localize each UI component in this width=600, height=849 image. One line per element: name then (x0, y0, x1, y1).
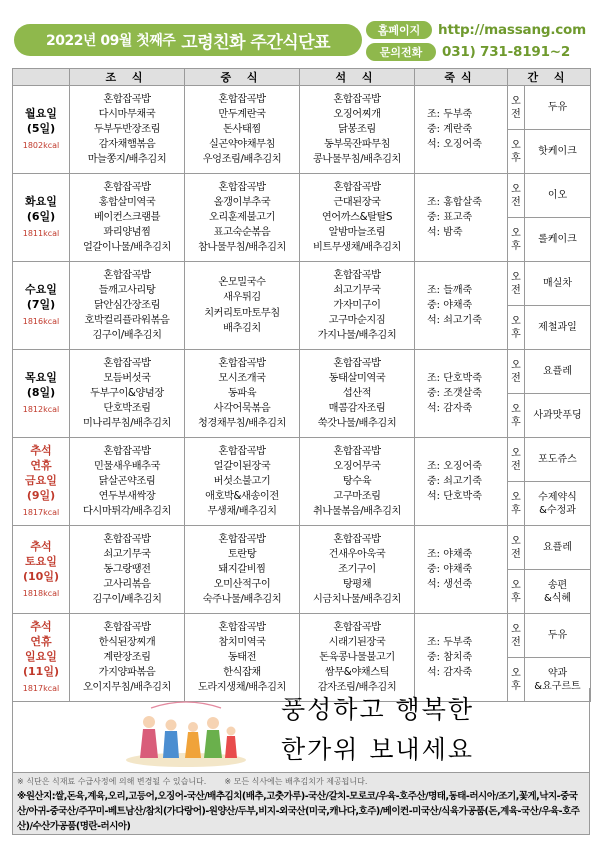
menu-item: 탕평채 (342, 579, 372, 591)
menu-item: 계란장조림 (103, 651, 151, 663)
porridge-item: 조: 들깨죽 (427, 285, 473, 296)
breakfast-menu (70, 86, 185, 174)
chuseok-family-illustration (121, 698, 251, 768)
homepage-link[interactable]: http://massang.com (438, 22, 586, 38)
menu-item: 동태전 (227, 651, 257, 663)
afternoon-slot-label: 오 후 (508, 306, 525, 350)
porridge-item: 중: 쇠고기죽 (427, 476, 482, 487)
morning-snack: 두유 (525, 614, 591, 658)
menu-item: 토란탕 (227, 548, 257, 560)
day-label-line: 금요일 (25, 474, 57, 487)
menu-item: 쇠고기무국 (103, 548, 151, 560)
weekly-menu-table (12, 68, 591, 702)
menu-item: 혼합잡곡밥 (333, 357, 381, 369)
calorie-value: 1812kcal (22, 405, 60, 414)
morning-snack: 포도쥬스 (525, 438, 591, 482)
breakfast-header: 조 식 (70, 69, 185, 86)
porridge-menu (415, 262, 508, 350)
menu-item: 민물새우배추국 (93, 460, 161, 472)
menu-item: 취나물볶음/배추김치 (312, 506, 401, 518)
lunch-menu (185, 438, 300, 526)
lunch-menu (185, 86, 300, 174)
homepage-label: 홈페이지 (366, 21, 432, 39)
day-label-line: (10일) (23, 569, 59, 583)
dinner-menu (300, 526, 415, 614)
menu-item: 다시마튀각/배추김치 (82, 506, 171, 518)
day-row (13, 526, 591, 570)
afternoon-snack: 약과 &요구르트 (525, 658, 591, 702)
dinner-menu (300, 262, 415, 350)
day-row (13, 438, 591, 482)
afternoon-slot-label: 오 후 (508, 570, 525, 614)
porridge-item: 석: 감자죽 (427, 403, 473, 414)
menu-item: 오미산적구이 (213, 579, 271, 591)
menu-item: 두부구이&양념장 (90, 387, 164, 399)
menu-item: 무생채/배추김치 (207, 506, 277, 518)
porridge-menu (415, 174, 508, 262)
menu-item: 사각어묵볶음 (213, 403, 271, 415)
calorie-value: 1818kcal (22, 588, 60, 598)
menu-item: 홍합살미역국 (98, 196, 156, 208)
menu-item: 호박컬리플라워볶음 (84, 315, 170, 327)
calorie-value: 1817kcal (22, 684, 60, 693)
morning-snack: 두유 (525, 86, 591, 130)
day-label-line: (8일) (26, 386, 56, 399)
table-header-row (13, 69, 591, 86)
menu-item: 돈사태찜 (223, 123, 261, 135)
menu-item: 비트무생채/배추김치 (312, 242, 401, 254)
porridge-item: 석: 단호박죽 (427, 491, 482, 502)
afternoon-slot-label: 오 후 (508, 658, 525, 702)
snack-header: 간 식 (508, 69, 591, 86)
porridge-item: 중: 야채죽 (427, 564, 473, 575)
menu-item: 혼합잡곡밥 (218, 445, 266, 457)
menu-item: 가자미구이 (333, 299, 381, 311)
day-label-line: 화요일 (25, 195, 57, 208)
dinner-menu (300, 350, 415, 438)
day-label-line: 월요일 (25, 107, 57, 120)
morning-snack: 이오 (525, 174, 591, 218)
menu-item: 김구이/배추김치 (92, 594, 162, 606)
menu-item: 김구이/배추김치 (92, 330, 162, 342)
menu-body (13, 86, 591, 702)
menu-item: 오징어무국 (333, 460, 381, 472)
day-label (13, 350, 70, 438)
menu-item: 표고숙순볶음 (213, 227, 271, 239)
porridge-item: 조: 홍합살죽 (427, 197, 482, 208)
menu-item: 연어까스&탈탈S (321, 211, 393, 223)
menu-item: 동파육 (227, 387, 257, 399)
day-row (13, 262, 591, 306)
menu-item: 쑥갓나물/배추김치 (317, 418, 397, 430)
day-label (13, 526, 70, 614)
morning-slot-label: 오 전 (508, 262, 525, 306)
menu-item: 혼합잡곡밥 (333, 269, 381, 281)
menu-item: 버섯소불고기 (213, 475, 271, 487)
calorie-value: 1802kcal (22, 141, 60, 150)
menu-item: 혼합잡곡밥 (333, 533, 381, 545)
afternoon-snack: 송편 &식혜 (525, 570, 591, 614)
porridge-item: 조: 두부죽 (427, 637, 473, 648)
menu-item: 혼합잡곡밥 (333, 621, 381, 633)
day-label (13, 174, 70, 262)
afternoon-snack: 롤케이크 (525, 218, 591, 262)
morning-slot-label: 오 전 (508, 86, 525, 130)
day-label-line: 추석 (30, 620, 52, 633)
morning-slot-label: 오 전 (508, 614, 525, 658)
phone-number: 031) 731-8191~2 (442, 44, 571, 60)
menu-item: 시래기된장국 (328, 636, 386, 648)
porridge-item: 조: 두부죽 (427, 109, 473, 120)
menu-item: 혼합잡곡밥 (103, 621, 151, 633)
day-label-line: 일요일 (25, 650, 57, 663)
phone-label: 문의전화 (366, 43, 436, 61)
menu-item: 근대된장국 (333, 196, 381, 208)
menu-item: 참나물무침/배추김치 (197, 242, 286, 254)
menu-item: 혼합잡곡밥 (218, 533, 266, 545)
afternoon-slot-label: 오 후 (508, 482, 525, 526)
menu-item: 건새우아욱국 (328, 548, 386, 560)
porridge-item: 중: 조갯살죽 (427, 388, 482, 399)
breakfast-menu (70, 526, 185, 614)
porridge-item: 석: 감자죽 (427, 667, 473, 678)
day-label-line: 토요일 (25, 554, 57, 568)
menu-item: 닭안심간장조림 (93, 299, 161, 311)
calorie-value: 1817kcal (22, 508, 60, 517)
afternoon-snack: 수제약식 &수정과 (525, 482, 591, 526)
menu-item: 들깨고사리탕 (98, 284, 156, 296)
menu-item: 가지양파볶음 (98, 667, 156, 679)
menu-item: 한식잡채 (223, 667, 261, 679)
day-label-line: (7일) (26, 298, 56, 311)
breakfast-menu (70, 438, 185, 526)
porridge-item: 석: 생선죽 (427, 579, 473, 590)
day-label-line: 수요일 (25, 283, 57, 296)
afternoon-snack: 핫케이크 (525, 130, 591, 174)
day-label-line: (6일) (26, 210, 56, 223)
menu-item: 두부두반장조림 (93, 123, 161, 135)
menu-item: 혼합잡곡밥 (103, 357, 151, 369)
dinner-menu (300, 438, 415, 526)
kimchi-note: ※ 모든 식사에는 배추김치가 제공됩니다. (224, 777, 368, 786)
morning-snack: 요플레 (525, 526, 591, 570)
day-label-line: 연휴 (30, 459, 52, 472)
menu-item: 혼합잡곡밥 (103, 269, 151, 281)
menu-item: 올갱이부추국 (213, 196, 271, 208)
morning-slot-label: 오 전 (508, 174, 525, 218)
menu-item: 혼합잡곡밥 (333, 445, 381, 457)
menu-item: 오징어찌개 (333, 108, 381, 120)
menu-item: 혼합잡곡밥 (218, 181, 266, 193)
greeting-line-2: 한가위 보내세요 (281, 735, 474, 764)
morning-slot-label: 오 전 (508, 438, 525, 482)
menu-item: 가지나물/배추김치 (317, 330, 397, 342)
menu-item: 연두부새싹장 (98, 491, 156, 503)
corner-header (13, 69, 70, 86)
porridge-item: 조: 야채죽 (427, 549, 473, 560)
menu-item: 동그랑땡전 (103, 563, 151, 575)
menu-item: 시금치나물/배추김치 (312, 594, 401, 606)
menu-item: 치커리토마토무침 (204, 307, 280, 319)
menu-item: 숙주나물/배추김치 (202, 594, 282, 606)
menu-item: 콩나물무침/배추김치 (312, 154, 401, 166)
menu-item: 얼갈이나물/배추김치 (82, 242, 171, 254)
dinner-menu (300, 86, 415, 174)
menu-item: 매콤감자조림 (328, 403, 386, 415)
menu-item: 청경채무침/배추김치 (197, 418, 286, 430)
contact-info (366, 20, 586, 64)
porridge-item: 중: 표고죽 (427, 212, 473, 223)
menu-item: 고구마순지짐 (328, 315, 386, 327)
phone-row (366, 42, 586, 62)
afternoon-slot-label: 오 후 (508, 218, 525, 262)
menu-item: 혼합잡곡밥 (103, 445, 151, 457)
menu-item: 동태살미역국 (328, 372, 386, 384)
morning-snack: 매실차 (525, 262, 591, 306)
day-label (13, 262, 70, 350)
menu-item: 만두계란국 (218, 108, 266, 120)
day-row (13, 350, 591, 394)
day-label-line: 연휴 (30, 635, 52, 648)
menu-item: 고구마조림 (333, 491, 381, 503)
porridge-item: 석: 오징어죽 (427, 139, 482, 150)
menu-item: 닭살곤약조림 (98, 475, 156, 487)
menu-item: 혼합잡곡밥 (333, 181, 381, 193)
chuseok-banner (12, 688, 590, 773)
menu-item: 감자조림/배추김치 (317, 682, 397, 694)
menu-item: 조기구이 (338, 563, 376, 575)
menu-item: 혼합잡곡밥 (103, 93, 151, 105)
menu-item: 얼갈이된장국 (213, 460, 271, 472)
lunch-menu (185, 262, 300, 350)
breakfast-menu (70, 174, 185, 262)
menu-item: 쌈무&야채스틱 (324, 667, 390, 679)
morning-snack: 요플레 (525, 350, 591, 394)
footer-notes (12, 773, 590, 835)
menu-item: 혼합잡곡밥 (103, 181, 151, 193)
menu-item: 돈육콩나물불고기 (319, 651, 395, 663)
porridge-menu (415, 86, 508, 174)
menu-item: 감자채햄볶음 (98, 139, 156, 151)
menu-item: 섭산적 (342, 387, 372, 399)
porridge-header: 죽식 (415, 69, 508, 86)
menu-item: 온모밀국수 (218, 277, 266, 289)
menu-item: 모시조개국 (218, 372, 266, 384)
day-label (13, 438, 70, 526)
menu-title: 고령친화 주간식단표 (181, 32, 331, 53)
day-label (13, 86, 70, 174)
menu-item: 오리훈제불고기 (208, 211, 276, 223)
afternoon-slot-label: 오 후 (508, 394, 525, 438)
menu-date: 2022년 09월 첫째주 (45, 33, 176, 49)
afternoon-slot-label: 오 후 (508, 130, 525, 174)
menu-item: 오이지무침/배추김치 (82, 682, 171, 694)
morning-slot-label: 오 전 (508, 526, 525, 570)
porridge-item: 석: 밤죽 (427, 227, 463, 238)
origin-notice: ※원산지:쌀,돈육,계육,오리,고등어,오징어-국산/배추김치(배추,고춧가루)-국산/갈치-모로코/우육-호주산/명태,동태-러시아/조기,꽃게,낙지-중국산/아귀-중국산/주꾸미-베트남산/참치(가다랑어)-원양산/두부,비지-외국산(미국,캐나다,호주)/베이컨-미국산/식육가공품(돈,계육-국산/우육-호주산)/수산가공품(명란-러시아) (17, 791, 580, 832)
porridge-item: 석: 쇠고기죽 (427, 315, 482, 326)
menu-item: 꽈리양념찜 (103, 227, 151, 239)
menu-item: 배추김치 (223, 322, 261, 334)
day-label-line: (9일) (26, 489, 56, 502)
menu-item: 돼지갈비찜 (218, 563, 266, 575)
porridge-item: 중: 계란죽 (427, 124, 473, 135)
lunch-menu (185, 350, 300, 438)
calorie-value: 1816kcal (22, 317, 60, 326)
menu-item: 고사리볶음 (103, 579, 151, 591)
footer-note-row (17, 775, 585, 789)
menu-item: 혼합잡곡밥 (218, 621, 266, 633)
dinner-menu (300, 174, 415, 262)
menu-change-note: ※ 식단은 식재료 수급사정에 의해 변경될 수 있습니다. (17, 777, 207, 786)
homepage-row (366, 20, 586, 40)
breakfast-menu (70, 262, 185, 350)
porridge-menu (415, 526, 508, 614)
dinner-header: 석 식 (300, 69, 415, 86)
menu-item: 우엉조림/배추김치 (202, 154, 282, 166)
menu-item: 탕수육 (342, 475, 372, 487)
menu-item: 마늘쫑지/배추김치 (87, 154, 167, 166)
menu-item: 한식된장찌개 (98, 636, 156, 648)
menu-item: 참치미역국 (218, 636, 266, 648)
breakfast-menu (70, 350, 185, 438)
day-label-line: (11일) (23, 665, 59, 678)
morning-slot-label: 오 전 (508, 350, 525, 394)
menu-item: 닭봉조림 (338, 123, 376, 135)
day-row (13, 86, 591, 130)
day-row (13, 174, 591, 218)
menu-item: 도라지생채/배추김치 (197, 682, 286, 694)
lunch-menu (185, 526, 300, 614)
menu-item: 애호박&새송이전 (205, 491, 279, 503)
menu-item: 혼합잡곡밥 (103, 533, 151, 545)
title-banner (14, 24, 362, 56)
menu-item: 미나리무침/배추김치 (82, 418, 171, 430)
menu-item: 새우튀김 (223, 292, 261, 304)
menu-item: 다시마무채국 (98, 108, 156, 120)
menu-item: 혼합잡곡밥 (333, 93, 381, 105)
afternoon-snack: 사과맛푸딩 (525, 394, 591, 438)
day-label-line: 목요일 (25, 371, 57, 384)
porridge-menu (415, 438, 508, 526)
menu-item: 베이컨스크램블 (93, 211, 161, 223)
chuseok-greeting (281, 690, 474, 770)
menu-item: 단호박조림 (103, 403, 151, 415)
porridge-item: 조: 단호박죽 (427, 373, 482, 384)
menu-item: 실곤약야채무침 (208, 139, 276, 151)
greeting-line-1: 풍성하고 행복한 (281, 695, 474, 724)
menu-item: 동부묵잔파무침 (323, 139, 391, 151)
porridge-menu (415, 350, 508, 438)
day-label-line: 추석 (30, 539, 52, 553)
menu-item: 쇠고기무국 (333, 284, 381, 296)
lunch-menu (185, 174, 300, 262)
menu-item: 혼합잡곡밥 (218, 93, 266, 105)
day-label-line: (5일) (26, 122, 56, 135)
afternoon-snack: 제철과일 (525, 306, 591, 350)
day-row (13, 614, 591, 658)
porridge-item: 중: 야채죽 (427, 300, 473, 311)
porridge-item: 조: 오징어죽 (427, 461, 482, 472)
menu-item: 모듬버섯국 (103, 372, 151, 384)
porridge-item: 중: 참치죽 (427, 652, 473, 663)
lunch-header: 중 식 (185, 69, 300, 86)
menu-item: 알밤마늘조림 (328, 227, 386, 239)
day-label-line: 추석 (30, 444, 52, 457)
header (14, 20, 586, 66)
menu-item: 혼합잡곡밥 (218, 357, 266, 369)
calorie-value: 1811kcal (22, 229, 60, 238)
